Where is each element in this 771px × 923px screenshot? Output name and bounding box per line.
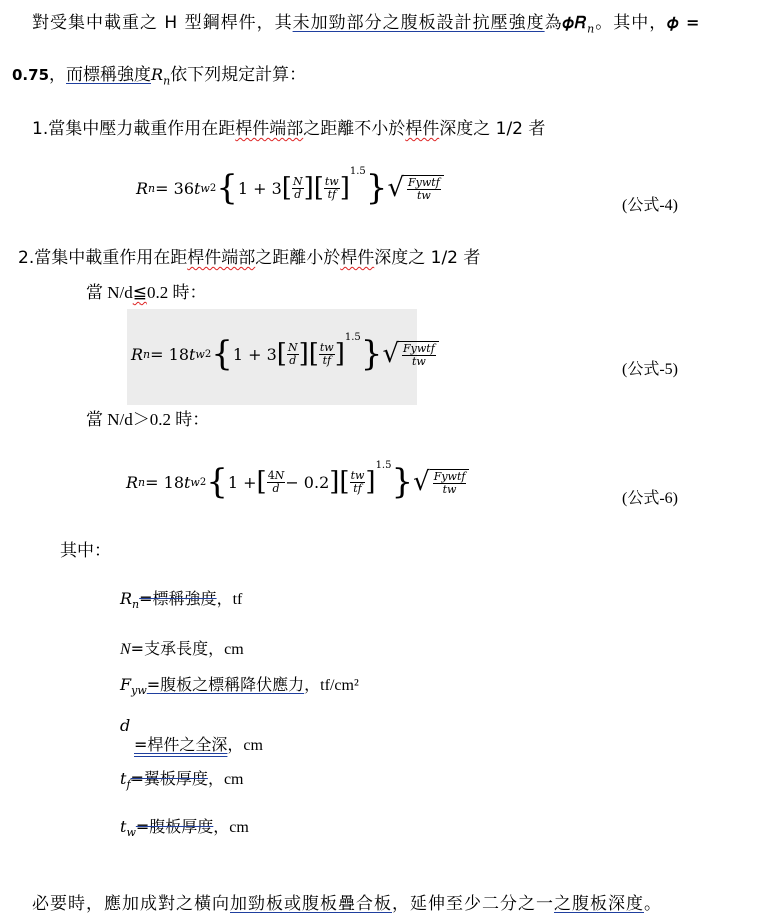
n-over-d (292, 176, 304, 201)
denominator: 𝑑 (272, 481, 280, 495)
bracket: [ (281, 173, 292, 203)
equation-number-6: (公式-6) (622, 490, 678, 507)
definition-d (120, 716, 130, 735)
unit: ，cm (208, 641, 244, 658)
unit: ，tf/cm² (304, 677, 359, 694)
sqrt-fraction (433, 471, 467, 496)
rn-symbol: 𝑅 (136, 178, 149, 198)
numerator: 𝑁 (287, 340, 298, 354)
definition-tf (120, 766, 244, 791)
bracket: ] (365, 467, 376, 497)
phi-value: 0.75 (12, 66, 50, 84)
case-text-marked: 桿件端部 (187, 248, 256, 268)
definition-n (120, 636, 244, 659)
intro-text: 依下列規定計算： (170, 65, 307, 85)
symbol-sub: 𝑓 (126, 778, 131, 792)
description: =桿件之全深 (134, 735, 228, 754)
intro-underlined: 未加勁部分之腹板設計抗壓強度 (292, 13, 545, 33)
numerator: 𝐹𝑦𝑤𝑡𝑓 (408, 175, 440, 189)
tw-sub: 𝑤 (200, 181, 210, 195)
bracket: ] (298, 339, 309, 369)
n-over-d (287, 342, 299, 367)
description: =支承長度 (130, 639, 209, 658)
nominal-strength-label: 而標稱強度 (66, 65, 152, 85)
numerator: 4𝑁 (267, 468, 285, 482)
square: 2 (209, 182, 217, 194)
denominator: 𝑡𝑤 (416, 188, 431, 202)
numerator: 𝑁 (292, 174, 303, 188)
numerator: 𝑡𝑤 (350, 468, 365, 482)
condition-symbol: ≦ (132, 283, 147, 302)
symbol: 𝑡 (120, 769, 127, 788)
bracket: [ (308, 339, 319, 369)
sqrt-sign: √ (382, 339, 400, 369)
left-brace: { (216, 168, 238, 208)
description: =翼板厚度 (130, 769, 208, 788)
sqrt-sign: √ (387, 173, 405, 203)
right-brace: } (360, 334, 383, 374)
rn-symbol: 𝑅 (126, 472, 139, 492)
minus-term: − 0.2 (285, 472, 330, 492)
unit: ，cm (213, 819, 249, 836)
description: =腹板厚度 (135, 817, 214, 836)
equation-number-5: (公式-5) (622, 361, 678, 378)
case-text-marked: 桿件 (340, 248, 375, 268)
intro-text: 為 (544, 13, 563, 33)
footer-underlined: 加勁板或腹板疊合板 (230, 894, 392, 914)
tw-sub: 𝑤 (195, 347, 205, 361)
case-text: 之距離小於 (255, 248, 341, 268)
bracket: ] (339, 173, 350, 203)
symbol-sub: 𝑦𝑤 (131, 684, 147, 698)
square: 2 (199, 476, 207, 488)
intro-text: 。其中， (595, 13, 668, 33)
symbol-sub: 𝑛 (132, 598, 140, 612)
coefficient: = 36𝑡 (155, 178, 201, 198)
exponent: 1.5 (344, 332, 361, 343)
phi-eq: 𝜙 = (667, 13, 701, 32)
left-brace: { (206, 462, 228, 502)
coefficient: = 18𝑡 (150, 344, 196, 364)
denominator: 𝑡𝑓 (322, 353, 332, 367)
case-text: 1.當集中壓力載重作用在距 (32, 119, 236, 139)
bracket: [ (256, 467, 267, 497)
denominator: 𝑡𝑓 (353, 481, 362, 495)
symbol: 𝑡 (120, 817, 127, 836)
4n-over-d (267, 470, 286, 495)
case-text-marked: 桿件端部 (235, 119, 304, 139)
bracket: ] (334, 339, 345, 369)
formula-6 (126, 454, 469, 510)
rn-symbol: 𝑅 (131, 344, 144, 364)
rn-sub: 𝑛 (163, 74, 171, 88)
footer-text: ，延伸至少二分之一 (392, 894, 554, 914)
denominator: 𝑑 (289, 353, 297, 367)
condition-a (86, 278, 207, 303)
one-plus: 1 + (227, 472, 257, 492)
numerator: 𝑡𝑤 (319, 340, 334, 354)
one-plus: 1 + 3 (232, 344, 277, 364)
where-label: 其中： (60, 541, 111, 561)
condition-text: 當 N/d (86, 283, 133, 302)
right-brace: } (365, 168, 388, 208)
square: 2 (204, 348, 212, 360)
coefficient: = 18𝑡 (145, 472, 191, 492)
footer-sentence (32, 889, 662, 914)
equation-number-4: (公式-4) (622, 197, 678, 214)
tw-sub: 𝑤 (190, 475, 200, 489)
case-2-heading (18, 243, 480, 268)
denominator: 𝑡𝑤 (411, 354, 426, 368)
intro-line-1 (32, 8, 700, 35)
numerator: 𝑡𝑤 (324, 174, 339, 188)
phi-rn: 𝜙𝑅 (562, 13, 588, 32)
numerator: 𝐹𝑦𝑤𝑡𝑓 (403, 341, 435, 355)
phi-rn-sub: 𝑛 (587, 22, 596, 36)
rn-symbol: 𝑅 (151, 65, 164, 84)
intro-text: 對受集中載重之 H 型鋼桿件，其 (32, 13, 293, 33)
rn-sub: 𝑛 (138, 475, 146, 489)
definition-fyw (120, 672, 359, 697)
denominator: 𝑑 (294, 187, 302, 201)
description: =腹板之標稱降伏應力 (146, 675, 305, 694)
description: =標稱強度 (139, 589, 217, 608)
denominator: 𝑡𝑓 (327, 187, 337, 201)
tw-over-tf (350, 470, 366, 495)
case-1-heading (32, 114, 545, 139)
case-text: 深度之 1/2 者 (374, 248, 481, 268)
exponent: 1.5 (375, 460, 392, 471)
right-brace: } (391, 462, 414, 502)
case-text: 深度之 1/2 者 (439, 119, 546, 139)
definition-tw (120, 814, 249, 839)
case-text-marked: 桿件 (405, 119, 440, 139)
numerator: 𝐹𝑦𝑤𝑡𝑓 (433, 469, 466, 483)
denominator: 𝑡𝑤 (442, 482, 457, 496)
bracket: [ (276, 339, 287, 369)
sqrt-fraction (402, 343, 436, 368)
case-text: 2.當集中載重作用在距 (18, 248, 188, 268)
symbol-sub: 𝑤 (126, 826, 136, 840)
symbol: 𝑑 (120, 716, 131, 735)
footer-text: 必要時，應加成對之橫向 (32, 894, 230, 914)
symbol: 𝐹 (120, 675, 132, 694)
sqrt-sign: √ (413, 467, 430, 497)
sqrt-fraction (407, 177, 441, 202)
symbol: N (120, 641, 131, 658)
formula-4 (136, 160, 444, 216)
bracket: ] (303, 173, 314, 203)
definition-d-desc (134, 732, 263, 755)
rn-sub: 𝑛 (143, 347, 151, 361)
condition-text: 0.2 時： (147, 283, 207, 302)
tw-over-tf (319, 342, 335, 367)
left-brace: { (211, 334, 233, 374)
symbol: 𝑅 (120, 589, 133, 608)
intro-line-2 (12, 60, 306, 87)
unit: ，cm (227, 737, 263, 754)
footer-underlined: 之腹板深度 (554, 894, 644, 914)
comma: ， (49, 65, 67, 85)
case-text: 之距離不小於 (303, 119, 406, 139)
rn-sub: 𝑛 (148, 181, 156, 195)
exponent: 1.5 (349, 166, 366, 177)
tw-over-tf (324, 176, 340, 201)
condition-b: 當 N/d＞0.2 時： (86, 410, 210, 429)
bracket: ] (329, 467, 340, 497)
unit: ，tf (216, 591, 243, 608)
one-plus: 1 + 3 (237, 178, 282, 198)
bracket: [ (339, 467, 350, 497)
formula-5 (131, 326, 439, 382)
unit: ，cm (207, 771, 244, 788)
bracket: [ (313, 173, 324, 203)
footer-text: 。 (644, 894, 662, 914)
definition-rn (120, 586, 242, 611)
